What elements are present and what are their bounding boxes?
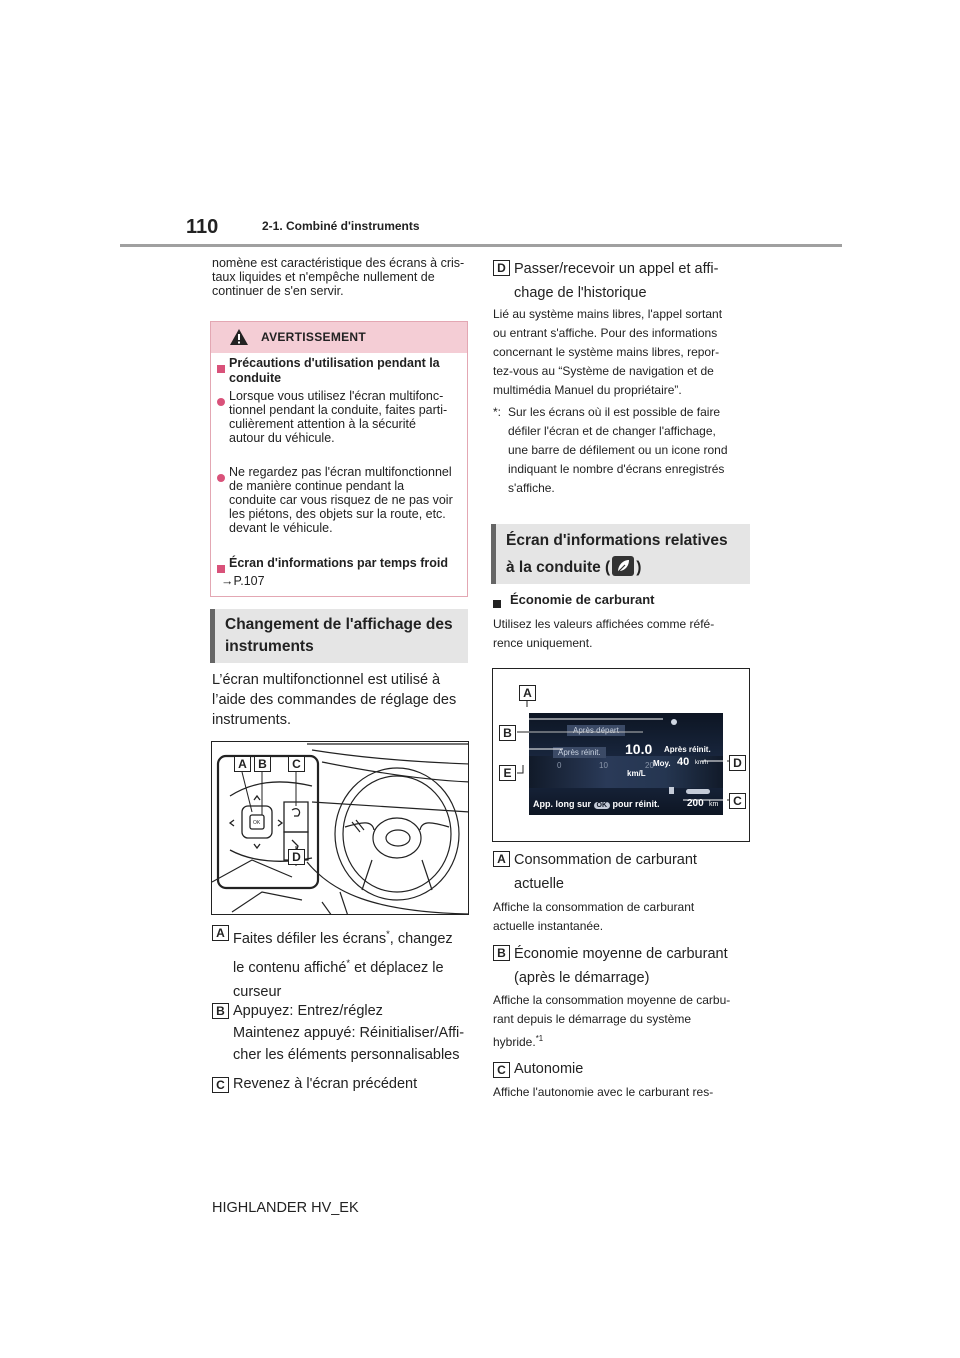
section-heading-box	[210, 609, 468, 663]
warning-line: de manière continue pendant la	[229, 479, 405, 493]
item-line: le contenu affiché* et déplacez le	[233, 956, 444, 976]
subpara-line: Utilisez les valeurs affichées comme réfé-	[493, 617, 715, 631]
section-title-part: à la conduite (	[506, 559, 611, 576]
speed-unit: km/h	[695, 760, 709, 766]
desc-line: Affiche la consommation moyenne de carbu-	[493, 993, 731, 1007]
apres-reinit-label: Après réinit.	[553, 747, 606, 758]
item-a-text	[233, 922, 453, 1004]
average-economy-value: 10.0	[625, 741, 653, 757]
footnote-line: Sur les écrans où il est possible de faire	[508, 405, 721, 419]
warning-line: culièrement attention à la sécurité	[229, 417, 416, 431]
page-number: 110	[186, 216, 219, 238]
item-b-text	[233, 1000, 464, 1066]
section-title-part: )	[636, 559, 642, 576]
item-line: Consommation de carburant	[514, 852, 697, 868]
intro-line: continuer de s'en servir.	[212, 284, 344, 298]
warning-triangle-icon	[229, 328, 249, 346]
figure-label-a: A	[234, 756, 251, 772]
desc-line: concernant le système mains libres, repor-	[493, 345, 720, 359]
item-label-d: D	[493, 260, 510, 276]
item-label-b: B	[212, 1003, 229, 1019]
paragraph-line: L’écran multifonctionnel est utilisé à	[212, 672, 441, 688]
item-line: Appuyez: Entrez/réglez	[233, 1003, 383, 1019]
desc-line: rant depuis le démarrage du système	[493, 1012, 692, 1026]
desc-line: actuelle instantanée.	[493, 919, 604, 933]
item-a-line-1	[233, 922, 453, 951]
desc-line: ou entrant s'affiche. Pour des informations	[493, 326, 718, 340]
intro-line: nomène est caractéristique des écrans à cris-	[212, 256, 465, 270]
subhead-paragraph	[493, 615, 755, 653]
warning-line: devant le véhicule.	[229, 521, 333, 535]
warning-heading-line: conduite	[229, 371, 282, 385]
section-title-line: instruments	[225, 638, 314, 655]
subhead-title: Économie de carburant	[510, 592, 655, 607]
desc-line: tez-vous au “Système de navigation et de	[493, 364, 714, 378]
warning-line: Ne regardez pas l'écran multifonctionnel	[229, 465, 452, 479]
warning-circle-bullet-icon	[217, 469, 225, 487]
warning-line: conduite car vous risquez de ne pas voir	[229, 493, 453, 507]
screen-label-d: D	[729, 755, 746, 771]
warning-header	[211, 322, 467, 353]
running-header: 2-1. Combiné d'instruments	[262, 219, 420, 233]
footnote-line: s'affiche.	[508, 481, 555, 495]
range-unit: km	[709, 801, 719, 808]
item-line: Maintenez appuyé: Réinitialiser/Affi-	[233, 1025, 465, 1041]
footnote-text	[508, 403, 758, 498]
fuel-economy-figure	[492, 668, 750, 842]
document-footer: HIGHLANDER HV_EK	[212, 1200, 359, 1216]
paragraph-line: instruments.	[212, 712, 291, 728]
item-d-text	[514, 257, 718, 305]
desc-line: Lié au système mains libres, l'appel sortant	[493, 307, 723, 321]
reset-instruction-part: App. long sur	[533, 799, 591, 809]
figure-label-c: C	[288, 756, 305, 772]
screen-item-b-text	[514, 942, 728, 990]
screen-item-a-desc	[493, 898, 694, 936]
footnote-line: une barre de défilement ou un icone rond	[508, 443, 728, 457]
header-rule	[120, 244, 842, 247]
footnote-marker: *:	[493, 405, 502, 419]
section-heading-box	[491, 524, 750, 584]
paragraph-line: l’aide des commandes de réglage des	[212, 692, 457, 708]
subpara-line: rence uniquement.	[493, 636, 593, 650]
item-line: Passer/recevoir un appel et affi-	[514, 261, 719, 277]
economy-unit: km/L	[627, 769, 646, 778]
warning-line: les piétons, des objets sur la route, etc.	[229, 507, 446, 521]
intro-paragraph	[212, 256, 468, 298]
warning-heading-1	[229, 356, 463, 386]
item-d-description	[493, 305, 755, 400]
item-c-text: Revenez à l'écran précédent	[233, 1076, 418, 1092]
scale-tick-0: 0	[557, 761, 562, 770]
warning-line: autour du véhicule.	[229, 431, 335, 445]
item-line: chage de l'historique	[514, 285, 647, 301]
footnote-line: défiler l'écran et de changer l'affichage,	[508, 424, 716, 438]
section-paragraph	[212, 670, 472, 730]
subhead-square-icon	[493, 595, 501, 613]
desc-line: hybride.$^{*1}$	[493, 1034, 544, 1049]
desc-line: Affiche la consommation de carburant	[493, 900, 695, 914]
figure-label-d: D	[288, 849, 305, 865]
warning-box	[210, 321, 468, 597]
scale-tick-10: 10	[599, 761, 608, 770]
screen-item-label-c: C	[493, 1062, 510, 1078]
page-reference-link[interactable]: →P.107	[221, 574, 265, 588]
screen-item-a-text	[514, 848, 697, 896]
moy-label: Moy.	[653, 759, 671, 768]
warning-bullet-1	[229, 389, 465, 445]
item-label-a: A	[212, 925, 229, 941]
screen-label-e: E	[499, 765, 516, 781]
right-apres-reinit-title: Après réinit.	[664, 745, 711, 754]
warning-line: tionnel pendant la conduite, faites parti-	[229, 403, 448, 417]
screen-item-c-text: Autonomie	[514, 1061, 584, 1077]
desc-line: multimédia Manuel du propriétaire”.	[493, 383, 682, 397]
item-label-c: C	[212, 1077, 229, 1093]
warning-heading-2: Écran d'informations par temps froid	[229, 556, 448, 570]
item-line: actuelle	[514, 876, 564, 892]
warning-bullet-2	[229, 465, 465, 535]
steering-wheel-figure	[211, 741, 469, 915]
figure-label-b: B	[254, 756, 271, 772]
screen-item-label-b: B	[493, 945, 510, 961]
range-value: 200	[687, 798, 704, 809]
warning-line: Lorsque vous utilisez l'écran multifonc-	[229, 389, 444, 403]
section-title-line: Écran d'informations relatives	[506, 532, 728, 549]
screen-item-label-a: A	[493, 851, 510, 867]
average-speed-value: 40	[677, 756, 690, 768]
item-line: Économie moyenne de carburant	[514, 946, 728, 962]
footnote-line: indiquant le nombre d'écrans enregistrés	[508, 462, 725, 476]
section-title-line: Changement de l'affichage des	[225, 616, 453, 633]
warning-circle-bullet-icon	[217, 393, 225, 411]
screen-label-a: A	[519, 685, 536, 701]
ok-badge: OK	[594, 802, 611, 809]
section-title-line-2	[506, 554, 728, 581]
section-title	[506, 527, 728, 581]
warning-title: AVERTISSEMENT	[261, 330, 367, 344]
warning-heading-line: Précautions d'utilisation pendant la	[229, 356, 440, 370]
eco-leaf-icon	[612, 556, 634, 576]
item-line: (après le démarrage)	[514, 970, 650, 986]
apres-depart-label: Après départ	[567, 725, 625, 736]
screen-item-b-desc	[493, 991, 730, 1052]
intro-line: taux liquides et n'empêche nullement de	[212, 270, 435, 284]
ok-button-label: OK	[253, 820, 261, 826]
screen-label-b: B	[499, 725, 516, 741]
scale-tick-20: 20	[645, 761, 654, 770]
section-title	[225, 614, 453, 658]
item-line: Faites défiler les écrans*, changez	[233, 928, 453, 947]
screen-item-c-desc: Affiche l'autonomie avec le carburant res-	[493, 1085, 714, 1099]
item-line: curseur	[233, 983, 282, 1000]
reset-instruction-part: pour réinit.	[612, 799, 660, 809]
warning-square-bullet-icon	[217, 360, 225, 378]
item-line: cher les éléments personnalisables	[233, 1047, 460, 1063]
screen-label-c: C	[729, 793, 746, 809]
